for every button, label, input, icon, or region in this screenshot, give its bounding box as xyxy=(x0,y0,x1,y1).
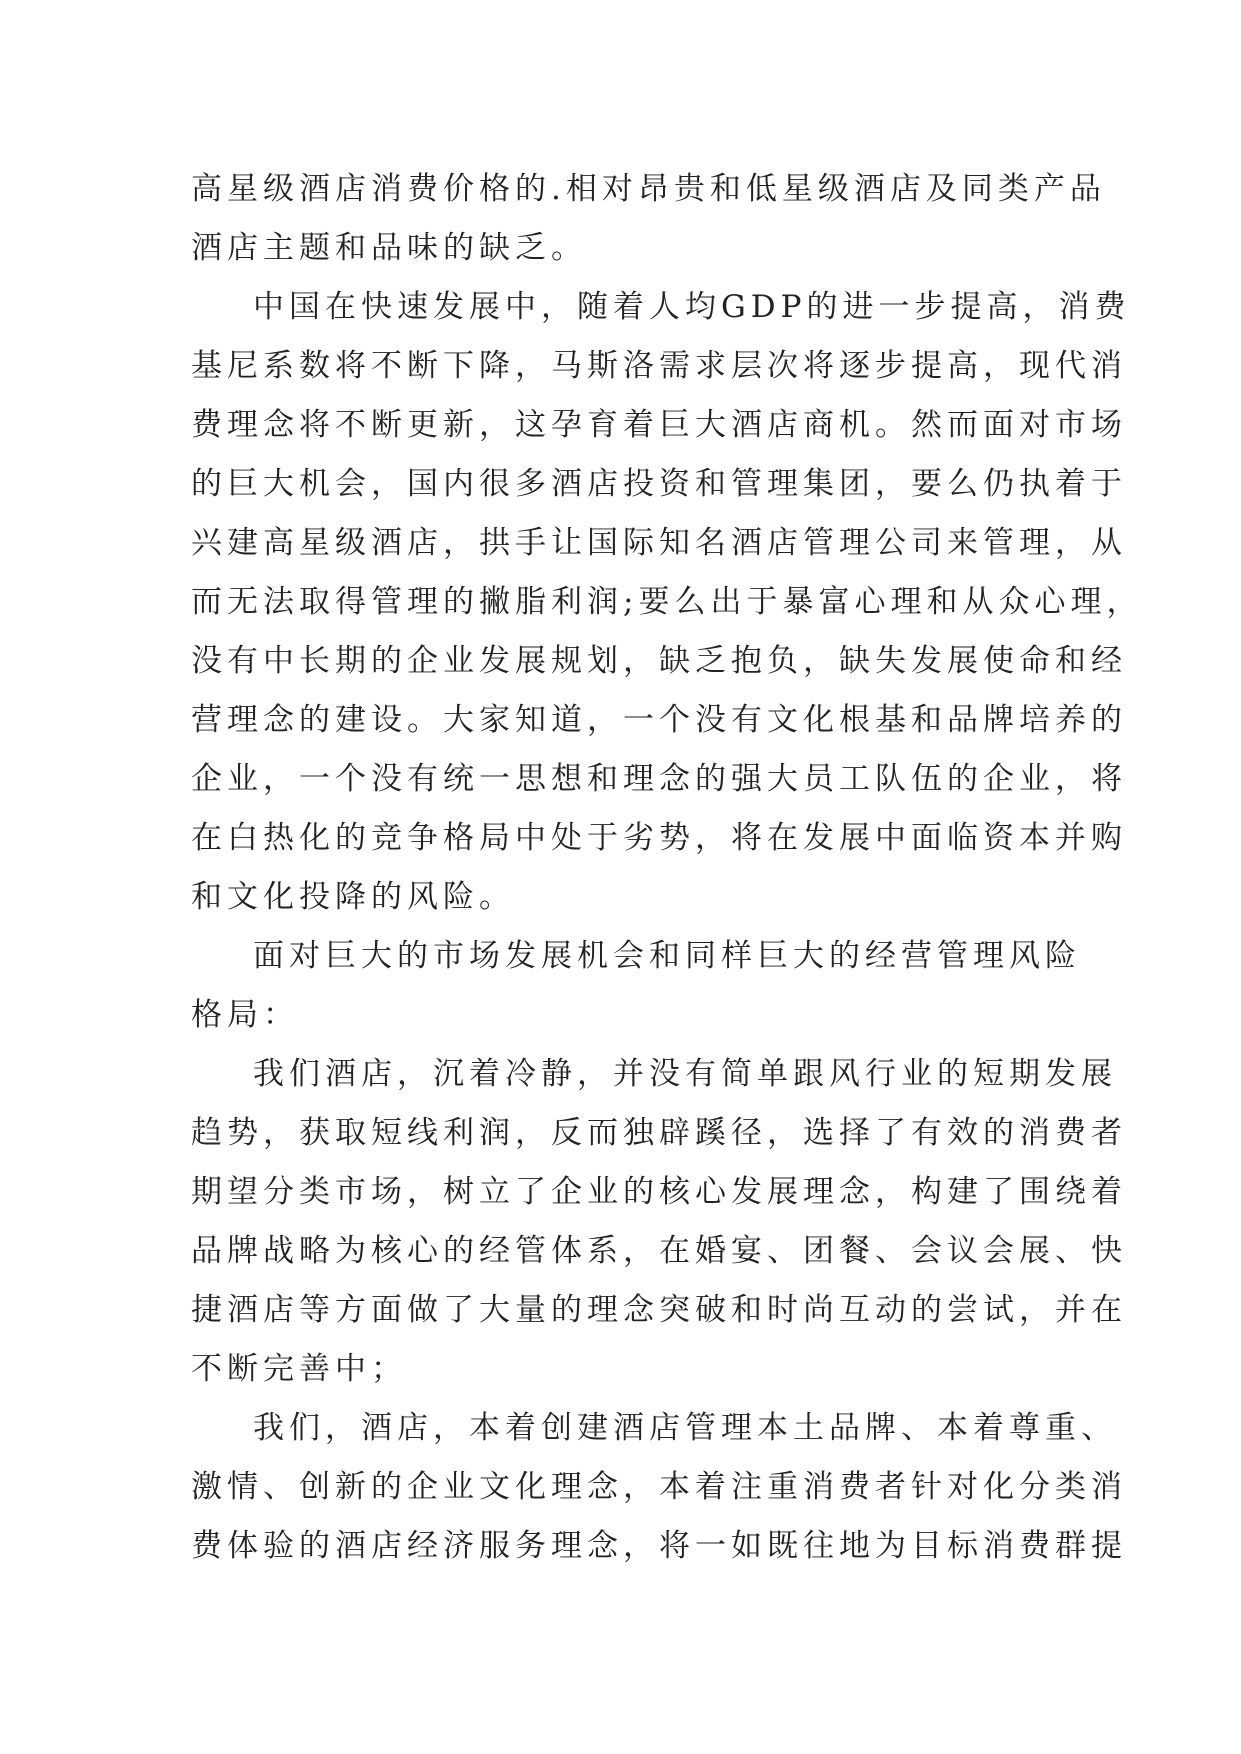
paragraph-2 xyxy=(191,278,1143,927)
text-line: 基尼系数将不断下降，马斯洛需求层次将逐步提高，现代消 xyxy=(191,348,1127,384)
text-line: 企业，一个没有统一思想和理念的强大员工队伍的企业，将 xyxy=(191,761,1127,797)
text-line: 我们，酒店，本着创建酒店管理本土品牌、本着尊重、 xyxy=(253,1410,1117,1446)
text-line: 中国在快速发展中，随着人均GDP的进一步提高，消费 xyxy=(253,289,1131,325)
text-line: 期望分类市场，树立了企业的核心发展理念，构建了围绕着 xyxy=(191,1174,1127,1210)
text-line: 而无法取得管理的撇脂利润;要么出于暴富心理和从众心理， xyxy=(191,584,1143,620)
paragraph-5 xyxy=(191,1399,1127,1576)
text-line: 面对巨大的市场发展机会和同样巨大的经营管理风险 xyxy=(253,938,1081,974)
text-line: 没有中长期的企业发展规划，缺乏抱负，缺失发展使命和经 xyxy=(191,643,1127,679)
text-line: 费体验的酒店经济服务理念，将一如既往地为目标消费群提 xyxy=(191,1528,1127,1564)
text-line: 我们酒店，沉着冷静，并没有简单跟风行业的短期发展 xyxy=(253,1056,1117,1092)
text-line: 酒店主题和品味的缺乏。 xyxy=(191,230,587,266)
text-line: 和文化投降的风险。 xyxy=(191,879,515,915)
text-line: 品牌战略为核心的经管体系，在婚宴、团餐、会议会展、快 xyxy=(191,1233,1127,1269)
text-line: 捷酒店等方面做了大量的理念突破和时尚互动的尝试，并在 xyxy=(191,1292,1127,1328)
text-line: 在白热化的竞争格局中处于劣势，将在发展中面临资本并购 xyxy=(191,820,1127,856)
paragraph-1 xyxy=(191,160,1106,278)
paragraph-4 xyxy=(191,1045,1127,1399)
text-line: 费理念将不断更新，这孕育着巨大酒店商机。然而面对市场 xyxy=(191,407,1127,443)
text-line: 营理念的建设。大家知道，一个没有文化根基和品牌培养的 xyxy=(191,702,1127,738)
text-line: 兴建高星级酒店，拱手让国际知名酒店管理公司来管理，从 xyxy=(191,525,1127,561)
paragraph-3 xyxy=(191,927,1081,1045)
text-line: 格局： xyxy=(191,997,299,1033)
text-line: 不断完善中； xyxy=(191,1351,407,1387)
text-line: 高星级酒店消费价格的.相对昂贵和低星级酒店及同类产品 xyxy=(191,171,1106,207)
text-line: 趋势，获取短线利润，反而独辟蹊径，选择了有效的消费者 xyxy=(191,1115,1127,1151)
text-line: 的巨大机会，国内很多酒店投资和管理集团，要么仍执着于 xyxy=(191,466,1127,502)
text-line: 激情、创新的企业文化理念，本着注重消费者针对化分类消 xyxy=(191,1469,1127,1505)
document-body xyxy=(191,160,1143,1576)
